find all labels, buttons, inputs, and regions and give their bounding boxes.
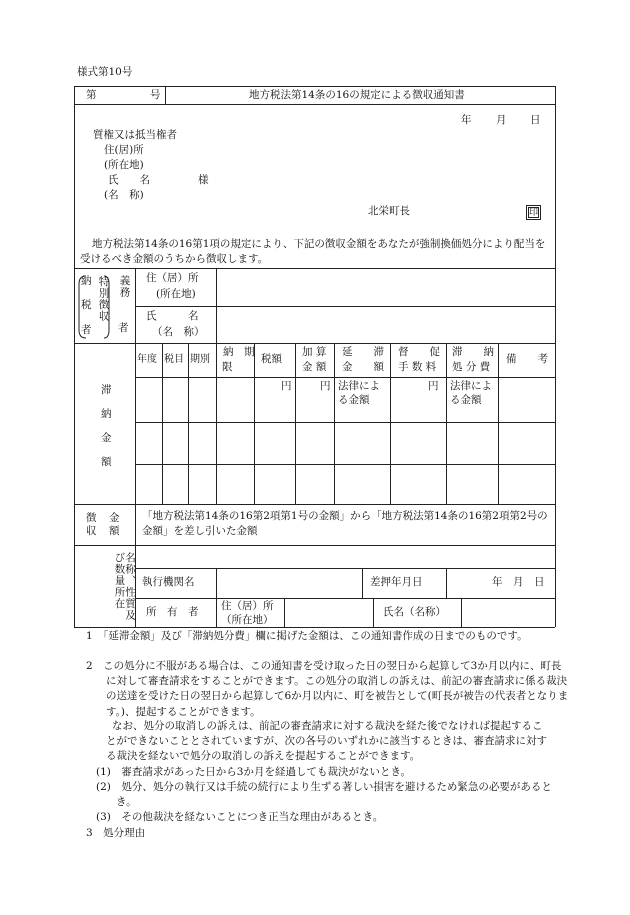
divider: [373, 598, 374, 627]
owner-address-label: 住（居）所: [221, 600, 274, 612]
col-header-period: 期別: [190, 354, 210, 365]
note-1: 1 「延滞金額」及び「滞納処分費」欄に掲げた金額は、この通知書作成の日までのものです。: [86, 630, 528, 642]
col-header-additional: 加 算: [302, 346, 327, 358]
frame-top: [74, 86, 555, 87]
collection-amount-label: 収 額: [86, 525, 121, 537]
owner-label: 所 有 者: [146, 606, 199, 618]
divider: [135, 464, 555, 465]
taxpayer-address-label: 住（居）所: [146, 272, 199, 284]
exec-agency-label: 執行機関名: [142, 576, 195, 588]
taxpayer-location-label: (所在地): [156, 288, 196, 300]
divider: [135, 598, 555, 599]
col-header-additional: 金 額: [302, 361, 327, 373]
divider: [216, 268, 217, 343]
divider: [216, 568, 217, 627]
divider: [135, 306, 555, 307]
divider: [135, 422, 555, 423]
addressee-location-label: (所在地): [104, 159, 144, 171]
arrears-label-char: 納: [101, 408, 112, 420]
divider: [135, 568, 555, 569]
arrears-label-char: 額: [101, 456, 112, 468]
yen-unit: 円: [428, 380, 439, 392]
divider: [334, 343, 335, 504]
date-month: 月: [496, 114, 507, 126]
divider: [162, 343, 163, 504]
addressee-type: 質権又は抵当権者: [93, 129, 177, 141]
col-header-tax-amount: 税額: [261, 353, 282, 365]
col-header-demand-fee: 督 促: [398, 346, 440, 358]
arrears-label-char: 滞: [101, 384, 112, 396]
taxpayer-label: 納 税 者 義務 特別徴収 者: [76, 270, 133, 341]
divider: [165, 86, 166, 104]
owner-location-label: （所在地）: [221, 614, 274, 626]
col-header-disposition-cost: 処 分 費: [452, 361, 491, 373]
addressee-corp-name-label: (名 称): [104, 189, 144, 201]
col-header-due-date: 納 期: [223, 346, 255, 358]
col-header-fiscal-year: 年度: [137, 354, 157, 365]
col-header-delinquency: 金 額: [342, 361, 384, 373]
addressee-address-label: 住(居)所: [104, 144, 144, 156]
divider: [295, 343, 296, 504]
number-suffix: 号: [150, 89, 161, 101]
collection-amount-label: 徴 金: [86, 512, 121, 524]
note-item-1: (1) 審査請求があった日から3か月を経過しても裁決がないとき。: [96, 766, 412, 778]
form-number: 様式第10号: [77, 66, 133, 78]
collection-amount-text: 「地方税法第14条の16第2項第1号の金額」から「地方税法第14条の16第2項第2号の金額」を差し引いた金額: [142, 510, 548, 538]
divider: [390, 343, 391, 504]
law-amount-note: 法律によ: [450, 380, 492, 392]
divider: [284, 598, 285, 627]
divider: [498, 343, 499, 504]
law-amount-note: る金額: [338, 394, 370, 406]
col-header-delinquency: 延 滞: [342, 346, 384, 358]
col-header-disposition-cost: 滞 納: [452, 346, 494, 358]
divider: [74, 545, 555, 546]
divider: [254, 343, 255, 504]
number-prefix: 第: [86, 89, 97, 101]
property-label: 名称、性質及び数量所在: [113, 552, 136, 621]
taxpayer-name-label: 氏 名: [146, 310, 199, 322]
divider: [74, 343, 555, 344]
taxpayer-corp-name-label: （名 称）: [152, 326, 205, 338]
frame-left: [74, 86, 75, 627]
note-2-supplement: なお、処分の取消しの訴えは、前記の審査請求に対する裁決を経た後でなければ提起することができないこととされていますが、次の各号のいずれかに該当するときは、審査請求に対する裁決を経ないで処分の取消しの訴えを提起することができます。: [106, 720, 547, 763]
note-2: 2 この処分に不服がある場合は、この通知書を受け取った日の翌日から起算して3か月以内に、町長に対して審査請求をすることができます。この処分の取消しの訴えは、前記の審査請求に係る裁決の送達を受けた日の翌日から起算して6か月以内に、町を被告として(町長が被告の代表者となります。)、提起することができます。: [86, 660, 569, 718]
divider: [74, 104, 555, 105]
col-header-tax-item: 税目: [164, 354, 184, 365]
date-day: 日: [530, 114, 541, 126]
note-3: 3 処分理由: [86, 827, 146, 839]
seizure-date-value: 年 月 日: [492, 576, 545, 588]
divider: [446, 343, 447, 504]
arrears-label-char: 金: [101, 432, 112, 444]
divider: [362, 568, 363, 598]
yen-unit: 円: [281, 380, 292, 392]
seizure-date-label: 差押年月日: [370, 576, 423, 588]
issuer-name: 北栄町長: [368, 205, 410, 217]
addressee-name-label: 氏 名: [108, 174, 150, 186]
note-item-2: (2) 処分、処分の執行又は手続の続行により生ずる著しい損害を避けるため緊急の必要があるとき。: [96, 781, 552, 809]
owner-name-label: 氏名（名称）: [383, 606, 446, 618]
divider: [461, 598, 462, 627]
date-year: 年: [461, 114, 472, 126]
body-text: 地方税法第14条の16第1項の規定により、下記の徴収金額をあなたが強制換価処分により配当を受けるべき金額のうちから徴収します。: [80, 238, 546, 266]
col-header-due-date: 限: [222, 361, 233, 373]
note-item-3: (3) その他裁決を経ないことにつき正当な理由があるとき。: [96, 811, 384, 823]
yen-unit: 円: [320, 380, 331, 392]
divider: [446, 568, 447, 598]
col-header-remarks: 備 考: [506, 353, 548, 365]
col-header-demand-fee: 手 数 料: [398, 361, 437, 373]
divider: [74, 268, 555, 269]
document-title: 地方税法第14条の16の規定による徴収通知書: [249, 89, 465, 101]
law-amount-note: 法律によ: [338, 380, 380, 392]
honorific: 様: [198, 174, 209, 186]
frame-right: [555, 86, 556, 627]
frame-bottom: [74, 627, 555, 628]
law-amount-note: る金額: [450, 394, 482, 406]
divider: [74, 504, 555, 505]
seal-stamp: 印: [526, 205, 541, 220]
divider: [188, 343, 189, 504]
divider: [135, 377, 555, 378]
divider: [216, 343, 217, 504]
